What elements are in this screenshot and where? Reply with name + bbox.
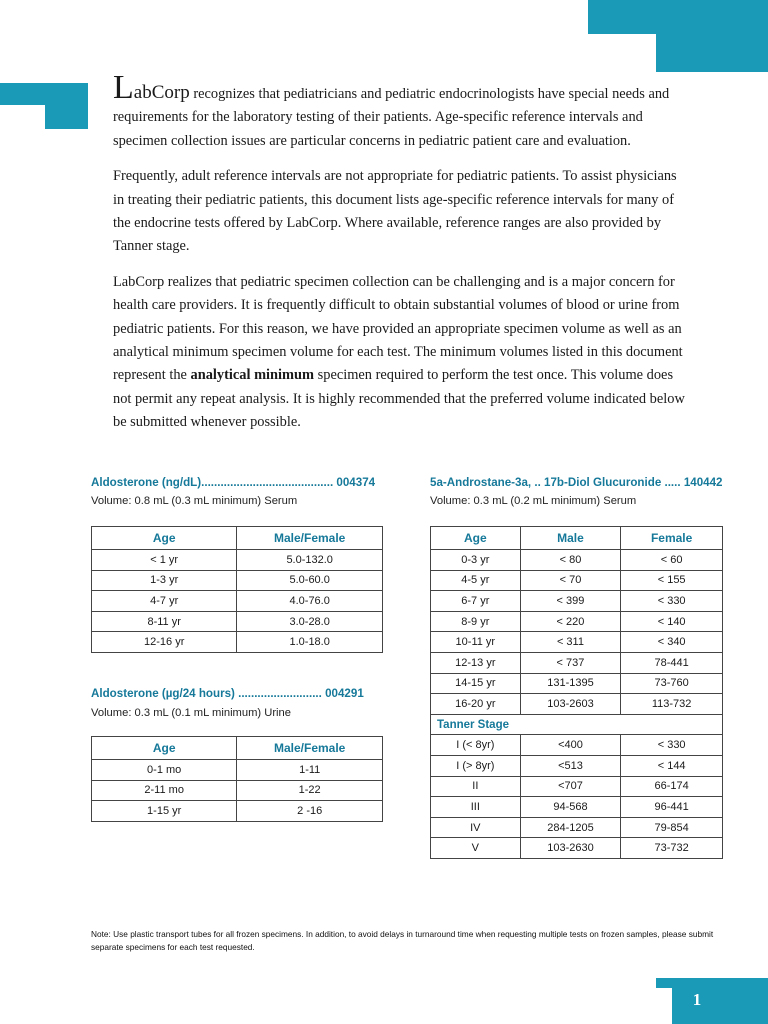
column-header: Age [92,737,237,760]
table-cell: < 330 [621,591,723,612]
table-cell: 113-732 [621,694,723,715]
intro-paragraph-1 [113,69,691,153]
logo-rest: abCorp [133,82,190,103]
decor-block-top-right [588,0,768,34]
table-row [431,611,723,632]
table-cell: 103-2603 [520,694,621,715]
intro-p3-bold: analytical minimum [190,367,315,384]
intro-p3-text-a: LabCorp realizes that pediatric specimen collection can be challenging and is a major concern for health care providers. It is frequently difficult to obtain substantial volumes of blood or urine from pediatric patients. For this reason, we have provided an appropriate specimen volume as well as an analytical minimum specimen volume for each test. The minimum volumes listed in this document represent the [113,273,683,384]
table-cell: < 155 [621,570,723,591]
table-cell: 10-11 yr [431,632,521,653]
table-cell: IV [431,817,521,838]
table-cell: < 144 [621,755,723,776]
table-cell: <400 [520,735,621,756]
intro-p3-text-b: specimen required to perform the test once. This volume does not permit any repeat analysis. It is highly recommended that the preferred volume indicated below be submitted whenever possible. [113,367,685,431]
table-cell: < 60 [621,550,723,571]
table-aldosterone-serum [91,526,383,653]
table-cell: <707 [520,776,621,797]
table-cell: 12-13 yr [431,652,521,673]
page-number: 1 [692,990,702,1009]
table-cell: 14-15 yr [431,673,521,694]
test-volume-aldosterone-serum: Volume: 0.8 mL (0.3 mL minimum) Serum [91,495,298,507]
table-cell: 2-11 mo [92,780,237,801]
table-cell: 8-9 yr [431,611,521,632]
table-row [431,735,723,756]
table-cell: 5.0-60.0 [237,570,383,591]
table-cell: 12-16 yr [92,632,237,653]
footnote: Note: Use plastic transport tubes for all frozen specimens. In addition, to avoid delays in turnaround time when requesting multiple tests on frozen samples, please submit separate specimens for each test requested. [91,929,714,952]
table-cell: 284-1205 [520,817,621,838]
column-header: Age [431,527,521,550]
table-row [92,550,383,571]
table-row [431,694,723,715]
table-cell: 94-568 [520,797,621,818]
table-cell: < 399 [520,591,621,612]
table-cell: < 737 [520,652,621,673]
table-cell: I (> 8yr) [431,755,521,776]
table-cell: 1-3 yr [92,570,237,591]
column-header: Male [520,527,621,550]
tanner-stage-label: Tanner Stage [431,714,723,735]
column-header: Female [621,527,723,550]
table-cell: 0-1 mo [92,760,237,781]
intro-p1-text: recognizes that pediatricians and pediatric endocrinologists have special needs and requirements for the laboratory testing of their patients. Age-specific reference intervals and specimen collection issues are particular concerns in pediatric patient care and evaluation. [113,86,670,149]
table-cell: I (< 8yr) [431,735,521,756]
table-cell: 6-7 yr [431,591,521,612]
decor-block-bottom-right [656,978,768,988]
column-header: Age [92,527,237,550]
table-cell: 5.0-132.0 [237,550,383,571]
table-cell: 4-7 yr [92,591,237,612]
table-row [92,801,383,822]
table-row [92,780,383,801]
table-row [92,611,383,632]
table-cell: < 330 [621,735,723,756]
table-row [431,797,723,818]
table-row [92,570,383,591]
table-cell: <513 [520,755,621,776]
table-row [92,632,383,653]
table-cell: III [431,797,521,818]
table-cell: 1.0-18.0 [237,632,383,653]
table-cell: < 220 [520,611,621,632]
table-row [431,652,723,673]
table-cell: 0-3 yr [431,550,521,571]
table-cell: < 80 [520,550,621,571]
table-aldosterone-urine [91,736,383,822]
table-row [431,817,723,838]
table-row [92,760,383,781]
intro-paragraph-3 [113,271,691,435]
table-cell: 96-441 [621,797,723,818]
table-cell: 4.0-76.0 [237,591,383,612]
decor-block-top-right-lower [656,34,768,72]
table-cell: 103-2630 [520,838,621,859]
test-volume-androstane: Volume: 0.3 mL (0.2 mL minimum) Serum [430,495,637,507]
test-title-androstane: 5a-Androstane-3a, .. 17b-Diol Glucuronide ..... 140442 [430,476,723,489]
table-cell: II [431,776,521,797]
table-cell: 1-22 [237,780,383,801]
table-row [431,838,723,859]
table-row [431,591,723,612]
table-cell: 66-174 [621,776,723,797]
table-cell: < 140 [621,611,723,632]
table-cell: 73-732 [621,838,723,859]
table-cell: < 311 [520,632,621,653]
column-header: Male/Female [237,527,383,550]
intro-text [113,69,691,447]
table-cell: 3.0-28.0 [237,611,383,632]
table-row [431,550,723,571]
table-cell: 79-854 [621,817,723,838]
table-cell: V [431,838,521,859]
table-cell: 16-20 yr [431,694,521,715]
table-cell: 4-5 yr [431,570,521,591]
table-cell: 1-15 yr [92,801,237,822]
decor-block-left-lower [45,105,88,129]
table-row [431,632,723,653]
test-title-aldosterone-urine: Aldosterone (µg/24 hours) .......................... 004291 [91,687,364,700]
table-cell: 2 -16 [237,801,383,822]
table-row [431,755,723,776]
test-title-aldosterone-serum: Aldosterone (ng/dL)......................................... 004374 [91,476,376,489]
table-cell: 1-11 [237,760,383,781]
table-cell: 73-760 [621,673,723,694]
intro-paragraph-2: Frequently, adult reference intervals are not appropriate for pediatric patients. To assist physicians in treating their pediatric patients, this document lists age-specific reference intervals for many of the endocrine tests offered by LabCorp. Where available, reference ranges are also provided by Tanner stage. [113,168,677,255]
table-cell: 8-11 yr [92,611,237,632]
table-cell: < 70 [520,570,621,591]
table-cell: 131-1395 [520,673,621,694]
tanner-stage-row [431,714,723,735]
decor-block-left [0,83,88,105]
table-androstane [430,526,723,859]
table-cell: 78-441 [621,652,723,673]
test-volume-aldosterone-urine: Volume: 0.3 mL (0.1 mL minimum) Urine [91,707,291,719]
table-row [431,776,723,797]
table-cell: < 340 [621,632,723,653]
table-row [431,673,723,694]
table-cell: < 1 yr [92,550,237,571]
logo-first-letter: L [113,69,134,106]
table-row [431,570,723,591]
column-header: Male/Female [237,737,383,760]
table-row [92,591,383,612]
